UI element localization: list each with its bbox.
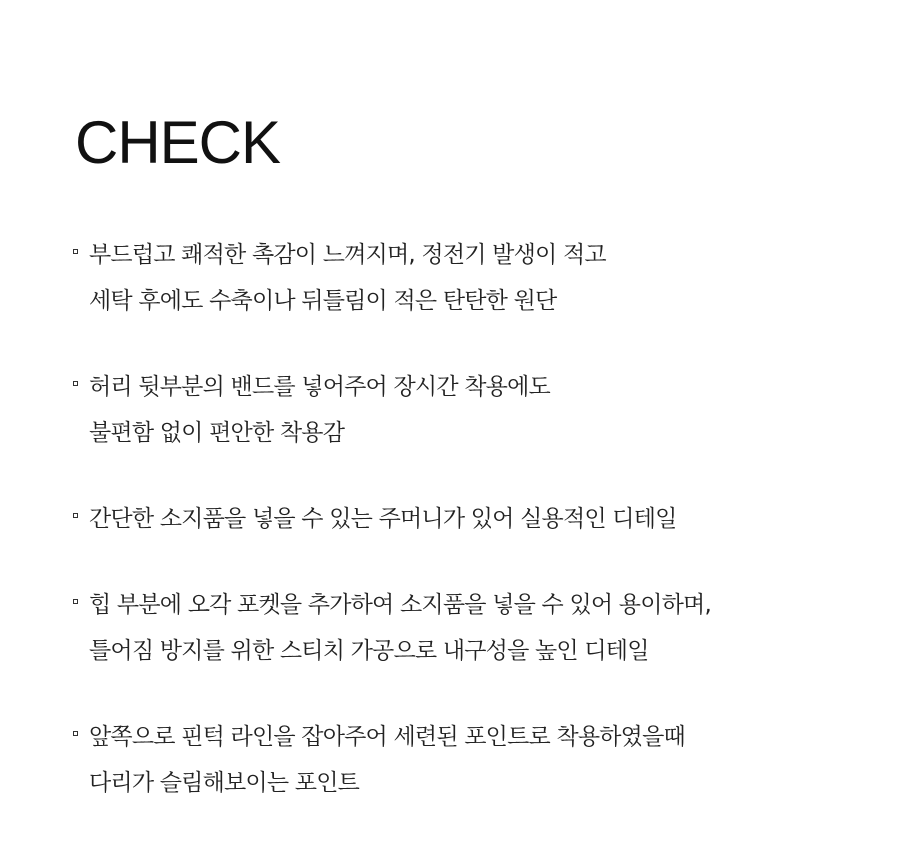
list-item bbox=[73, 582, 873, 674]
item-line: 간단한 소지품을 넣을 수 있는 주머니가 있어 실용적인 디테일 bbox=[89, 506, 677, 532]
list-item bbox=[73, 714, 873, 806]
square-bullet-icon bbox=[73, 599, 78, 604]
square-bullet-icon bbox=[73, 381, 78, 386]
square-bullet-icon bbox=[73, 249, 78, 254]
item-line: 틀어짐 방지를 위한 스티치 가공으로 내구성을 높인 디테일 bbox=[89, 638, 649, 664]
item-line: 세탁 후에도 수축이나 뒤틀림이 적은 탄탄한 원단 bbox=[89, 288, 557, 314]
square-bullet-icon bbox=[73, 513, 78, 518]
item-line: 허리 뒷부분의 밴드를 넣어주어 장시간 착용에도 bbox=[89, 374, 550, 400]
item-line: 불편함 없이 편안한 착용감 bbox=[89, 420, 345, 446]
page-title: CHECK bbox=[75, 109, 281, 176]
list-item bbox=[73, 232, 873, 324]
item-line: 부드럽고 쾌적한 촉감이 느껴지며, 정전기 발생이 적고 bbox=[89, 242, 606, 268]
square-bullet-icon bbox=[73, 731, 78, 736]
item-line: 힙 부분에 오각 포켓을 추가하여 소지품을 넣을 수 있어 용이하며, bbox=[89, 592, 711, 618]
item-line: 다리가 슬림해보이는 포인트 bbox=[89, 770, 360, 796]
item-line: 앞쪽으로 핀턱 라인을 잡아주어 세련된 포인트로 착용하였을때 bbox=[89, 724, 685, 750]
check-list bbox=[73, 232, 873, 846]
list-item bbox=[73, 496, 873, 542]
list-item bbox=[73, 364, 873, 456]
